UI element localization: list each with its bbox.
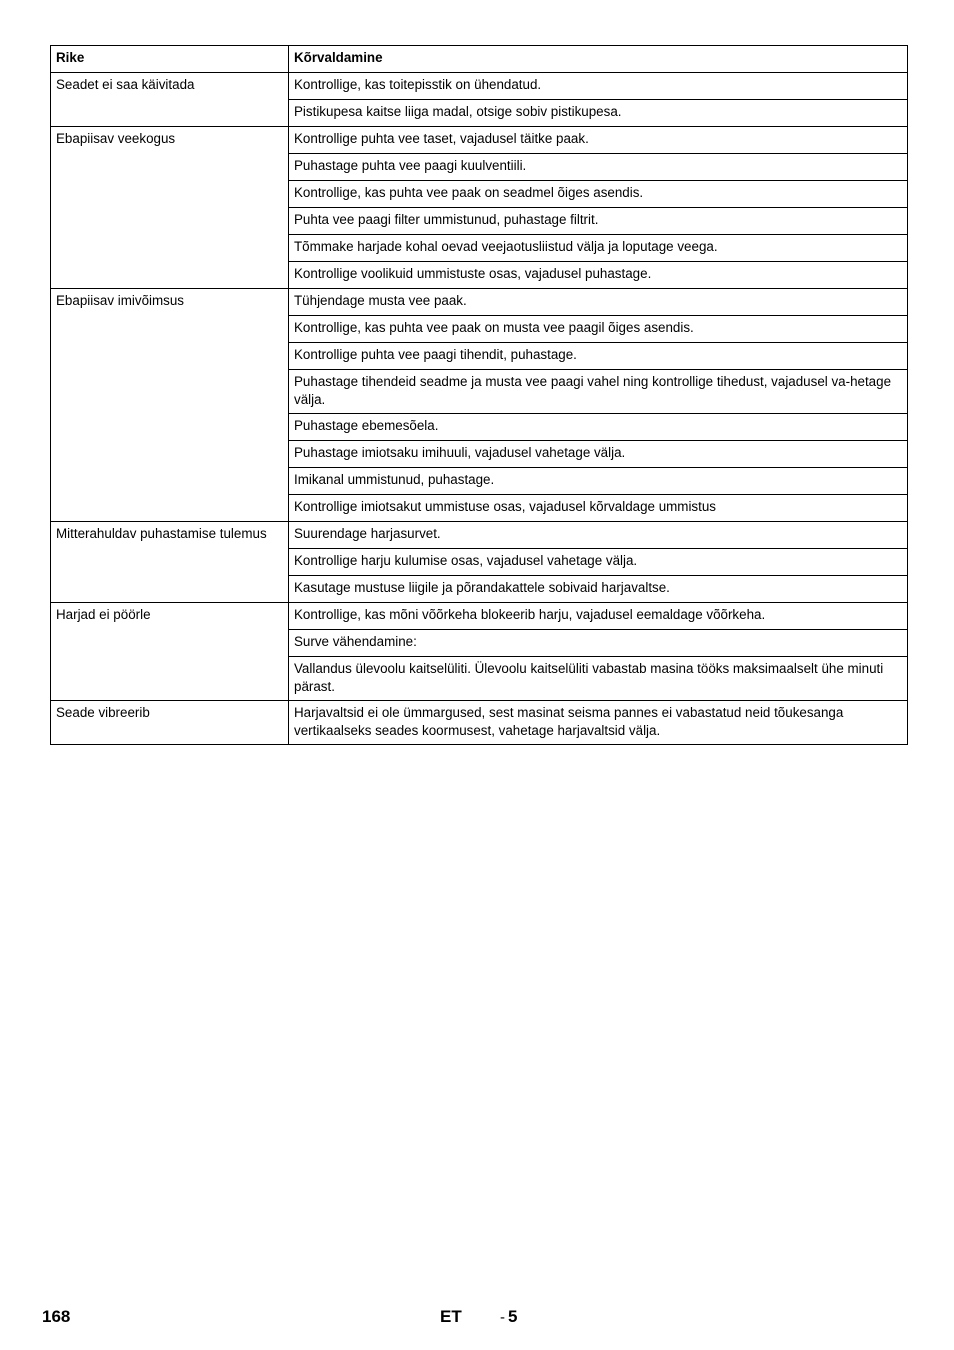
remedy-cell: Kontrollige voolikuid ummistuste osas, vajadusel puhastage.: [289, 262, 908, 289]
header-problem: Rike: [51, 46, 289, 73]
remedy-cell: Kontrollige imiotsakut ummistuse osas, vajadusel kõrvaldage ummistus: [289, 495, 908, 522]
problem-cell: Mitterahuldav puhastamise tulemus: [51, 522, 289, 603]
section-prefix: -: [500, 1309, 505, 1326]
remedy-cell: Kontrollige puhta vee taset, vajadusel täitke paak.: [289, 127, 908, 154]
page-number: 168: [42, 1307, 71, 1326]
table-header-row: [51, 46, 908, 73]
header-remedy: Kõrvaldamine: [289, 46, 908, 73]
problem-cell: Seade vibreerib: [51, 701, 289, 745]
problem-cell: Seadet ei saa käivitada: [51, 73, 289, 127]
remedy-cell: Suurendage harjasurvet.: [289, 522, 908, 549]
remedy-cell: Vallandus ülevoolu kaitselüliti. Ülevoolu kaitselüliti vabastab masina tööks maksimaalselt ühe minuti pärast.: [289, 657, 908, 701]
problem-cell: Ebapiisav imivõimsus: [51, 289, 289, 522]
table-row: [51, 603, 908, 630]
remedy-cell: Puhastage ebemesõela.: [289, 414, 908, 441]
table-row: [51, 701, 908, 745]
remedy-cell: Puhta vee paagi filter ummistunud, puhastage filtrit.: [289, 208, 908, 235]
remedy-cell: Kontrollige, kas toitepisstik on ühendatud.: [289, 73, 908, 100]
remedy-cell: Puhastage puhta vee paagi kuulventiili.: [289, 154, 908, 181]
troubleshooting-table: [50, 45, 908, 745]
problem-cell: Ebapiisav veekogus: [51, 127, 289, 289]
section-number: 5: [508, 1307, 518, 1326]
remedy-cell: Kontrollige, kas puhta vee paak on musta vee paagil õiges asendis.: [289, 316, 908, 343]
remedy-cell: Kasutage mustuse liigile ja põrandakattele sobivaid harjavaltse.: [289, 576, 908, 603]
remedy-cell: Kontrollige puhta vee paagi tihendit, puhastage.: [289, 343, 908, 370]
remedy-cell: Harjavaltsid ei ole ümmargused, sest masinat seisma pannes ei vabastatud neid tõukesanga vertikaalseks seades koormusest, vahetage harjavaltsid välja.: [289, 701, 908, 745]
table-row: [51, 73, 908, 100]
section-indicator: [500, 1306, 517, 1329]
table-body: [51, 73, 908, 745]
remedy-cell: Imikanal ummistunud, puhastage.: [289, 468, 908, 495]
remedy-cell: Tühjendage musta vee paak.: [289, 289, 908, 316]
remedy-cell: Surve vähendamine:: [289, 630, 908, 657]
remedy-cell: Kontrollige, kas puhta vee paak on seadmel õiges asendis.: [289, 181, 908, 208]
remedy-cell: Kontrollige, kas mõni võõrkeha blokeerib harju, vajadusel eemaldage võõrkeha.: [289, 603, 908, 630]
remedy-cell: Kontrollige harju kulumise osas, vajadusel vahetage välja.: [289, 549, 908, 576]
remedy-cell: Puhastage tihendeid seadme ja musta vee paagi vahel ning kontrollige tihedust, vajadusel va-hetage välja.: [289, 370, 908, 414]
table-row: [51, 289, 908, 316]
language-code: ET: [440, 1307, 462, 1326]
remedy-cell: Tõmmake harjade kohal oevad veejaotusliistud välja ja loputage veega.: [289, 235, 908, 262]
table-row: [51, 522, 908, 549]
remedy-cell: Pistikupesa kaitse liiga madal, otsige sobiv pistikupesa.: [289, 100, 908, 127]
remedy-cell: Puhastage imiotsaku imihuuli, vajadusel vahetage välja.: [289, 441, 908, 468]
table-row: [51, 127, 908, 154]
problem-cell: Harjad ei pöörle: [51, 603, 289, 701]
